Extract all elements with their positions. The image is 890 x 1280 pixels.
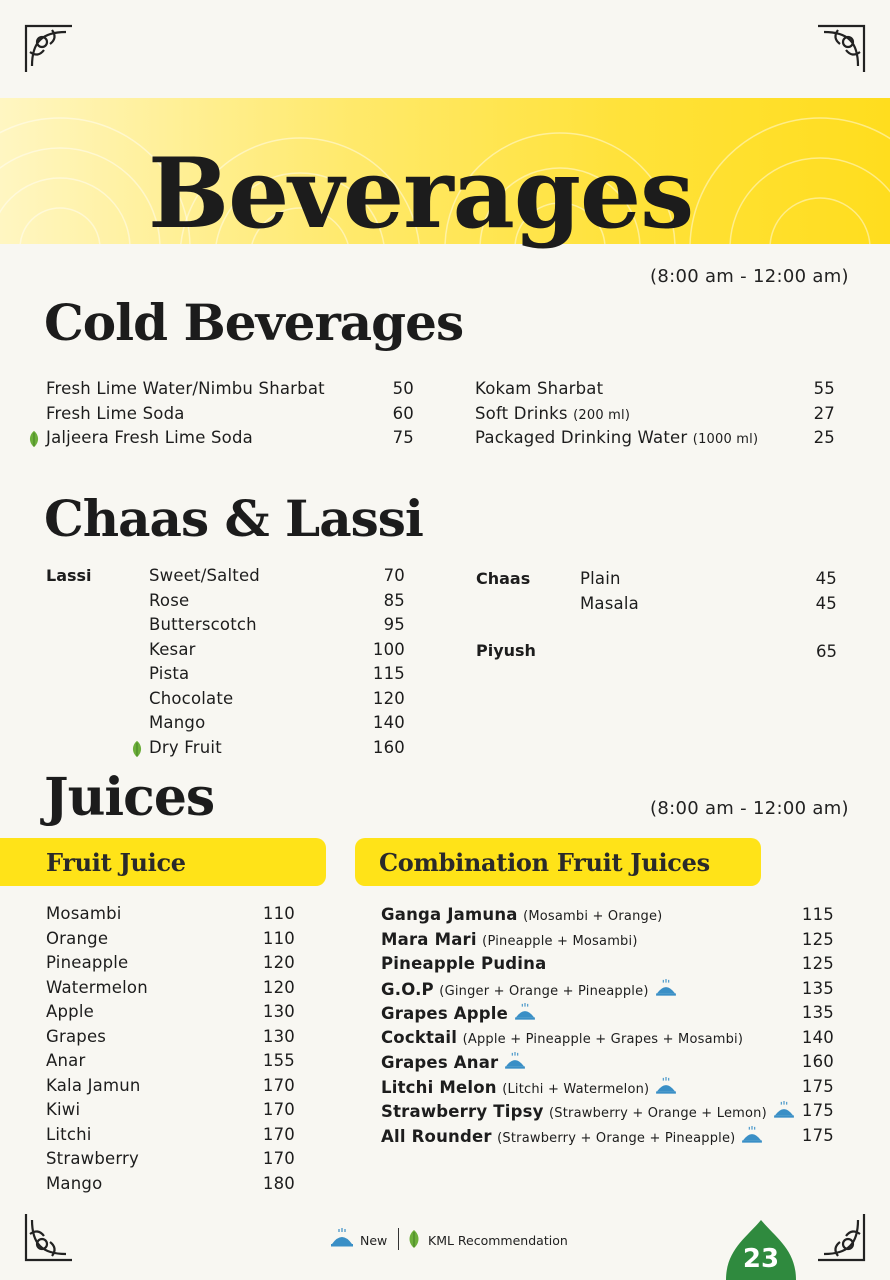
menu-item (46, 929, 295, 953)
item-name-wrapper (46, 929, 108, 948)
item-name-wrapper (381, 1101, 795, 1121)
item-name-wrapper (381, 1126, 763, 1146)
chaas-label: Chaas (476, 569, 531, 588)
item-name-wrapper (580, 594, 639, 613)
menu-item (149, 689, 405, 713)
item-price: 120 (372, 688, 405, 708)
legend-divider (398, 1228, 399, 1250)
item-name-wrapper (46, 1051, 85, 1070)
item-note: (1000 ml) (692, 432, 759, 447)
item-price: 120 (262, 977, 295, 997)
menu-item (46, 953, 295, 977)
item-name-wrapper (46, 1125, 92, 1144)
new-cloche-icon (655, 1077, 677, 1095)
item-price: 160 (372, 737, 405, 757)
item-price: 110 (262, 904, 295, 923)
lassi-label: Lassi (46, 566, 92, 585)
item-name-wrapper (149, 713, 205, 732)
item-price: 135 (801, 978, 834, 998)
item-price: 100 (372, 639, 405, 659)
page-title: Beverages (148, 137, 694, 250)
item-name: Pista (149, 664, 190, 683)
item-name-wrapper (381, 979, 677, 999)
item-price: 160 (801, 1052, 834, 1071)
menu-item (149, 566, 405, 590)
item-name-wrapper (149, 615, 257, 634)
item-name: Jaljeera Fresh Lime Soda (46, 428, 253, 447)
combination-juice-tab (355, 838, 761, 886)
item-name: Pineapple (46, 953, 129, 972)
new-cloche-icon (741, 1126, 763, 1144)
corner-ornament-icon (22, 22, 76, 76)
menu-item (149, 615, 405, 639)
item-name: Mango (46, 1173, 103, 1193)
item-name-wrapper (475, 404, 630, 423)
menu-item (46, 904, 295, 928)
piyush-label: Piyush (476, 641, 536, 660)
corner-ornament-icon (814, 22, 868, 76)
item-price: 170 (262, 1100, 295, 1119)
item-name: Litchi Melon (381, 1077, 497, 1097)
menu-item (381, 979, 834, 1003)
item-name-wrapper (381, 905, 662, 924)
item-name-wrapper (46, 1027, 106, 1046)
section-title-chaas-lassi: Chaas & Lassi (44, 489, 423, 548)
item-name: Watermelon (46, 977, 148, 997)
item-price: 45 (815, 593, 837, 613)
menu-item (381, 930, 834, 954)
item-name: Fresh Lime Water/Nimbu Sharbat (46, 379, 325, 398)
item-price: 155 (262, 1051, 295, 1070)
item-name: Rose (149, 590, 190, 610)
menu-item (475, 404, 835, 428)
item-name: Mosambi (46, 904, 122, 923)
item-name-wrapper (149, 640, 196, 659)
menu-item (149, 738, 405, 762)
item-price: 130 (262, 1026, 295, 1046)
item-price: 50 (392, 379, 414, 398)
item-note: (200 ml) (573, 407, 631, 423)
item-price: 170 (262, 1149, 295, 1168)
corner-ornament-icon (814, 1210, 868, 1264)
new-cloche-icon (655, 979, 677, 997)
menu-item (149, 591, 405, 615)
item-name-wrapper (149, 689, 233, 708)
hours-top: (8:00 am - 12:00 am) (650, 266, 849, 287)
item-note: (Mosambi + Orange) (523, 909, 663, 924)
item-name-wrapper (46, 953, 128, 972)
item-price: 120 (262, 953, 295, 972)
item-name-wrapper (149, 738, 222, 757)
item-name-wrapper (149, 591, 189, 610)
item-name-wrapper (46, 1174, 102, 1193)
item-price: 125 (801, 954, 834, 973)
menu-item (46, 1076, 295, 1100)
item-name: Ganga Jamuna (381, 905, 518, 924)
item-name: Soft Drinks (475, 403, 568, 423)
item-price: 70 (383, 566, 405, 585)
item-price: 45 (815, 569, 837, 588)
item-price: 175 (801, 1101, 834, 1120)
item-name: Pineapple Pudina (381, 954, 547, 973)
item-price: 130 (262, 1002, 295, 1021)
piyush-price: 65 (816, 642, 837, 661)
hours-juices: (8:00 am - 12:00 am) (650, 798, 849, 819)
item-name: Strawberry (46, 1149, 139, 1168)
item-name: Kiwi (46, 1100, 81, 1119)
item-name: Sweet/Salted (149, 566, 260, 585)
item-name: Mango (149, 713, 206, 732)
item-name: Cocktail (381, 1027, 458, 1047)
menu-item (46, 978, 295, 1002)
item-name-wrapper (381, 1052, 526, 1072)
menu-item (46, 428, 414, 452)
menu-item (381, 1028, 834, 1052)
kml-leaf-icon (28, 430, 40, 448)
item-price: 180 (262, 1173, 295, 1193)
item-name: Kokam Sharbat (475, 379, 604, 398)
item-price: 140 (801, 1027, 834, 1047)
item-name-wrapper (381, 1028, 743, 1047)
item-name: Orange (46, 928, 109, 948)
item-price: 175 (801, 1076, 834, 1096)
item-price: 170 (262, 1075, 295, 1095)
item-name-wrapper (381, 1077, 677, 1097)
menu-item (46, 1051, 295, 1075)
item-name: Grapes Apple (381, 1004, 509, 1023)
item-name: Dry Fruit (149, 737, 222, 757)
item-name: Butterscotch (149, 615, 257, 634)
item-price: 125 (801, 929, 834, 949)
item-name-wrapper (149, 664, 189, 683)
item-name-wrapper (46, 1076, 141, 1095)
item-note: (Apple + Pineapple + Grapes + Mosambi) (462, 1031, 744, 1047)
item-name-wrapper (381, 954, 546, 973)
item-price: 60 (392, 403, 414, 423)
item-name: Chocolate (149, 688, 234, 708)
item-note: (Strawberry + Orange + Pineapple) (497, 1130, 736, 1146)
new-cloche-icon (330, 1228, 354, 1248)
item-price: 140 (372, 713, 405, 732)
menu-item (475, 379, 835, 403)
menu-item (381, 1077, 834, 1101)
menu-item (381, 1101, 834, 1125)
menu-item (46, 1125, 295, 1149)
kml-leaf-icon (131, 740, 143, 758)
item-price: 175 (801, 1125, 834, 1145)
menu-item (46, 1100, 295, 1124)
item-name: Strawberry Tipsy (381, 1102, 544, 1121)
menu-item (580, 569, 837, 593)
new-cloche-icon (514, 1003, 536, 1021)
item-note: (Pineapple + Mosambi) (482, 933, 638, 949)
item-price: 27 (813, 403, 835, 423)
new-cloche-icon (504, 1052, 526, 1070)
item-name-wrapper (46, 1149, 139, 1168)
item-name: All Rounder (381, 1126, 492, 1146)
item-name-wrapper (381, 930, 638, 949)
menu-item (381, 954, 834, 978)
menu-item (46, 1174, 295, 1198)
kml-leaf-icon (408, 1229, 420, 1249)
item-name-wrapper (149, 566, 260, 585)
item-name: Plain (580, 569, 621, 588)
item-name: Fresh Lime Soda (46, 403, 185, 423)
menu-item (46, 1027, 295, 1051)
item-name: Anar (46, 1051, 86, 1070)
item-name-wrapper (475, 379, 603, 398)
menu-item (381, 905, 834, 929)
menu-item (580, 594, 837, 618)
item-note: (Litchi + Watermelon) (502, 1081, 650, 1097)
legend-new-label: New (360, 1233, 388, 1248)
legend-kml-label: KML Recommendation (428, 1233, 568, 1248)
item-name-wrapper (46, 404, 185, 423)
item-name-wrapper (46, 379, 325, 398)
item-name-wrapper (475, 428, 758, 447)
combination-juice-heading: Combination Fruit Juices (379, 848, 710, 877)
item-price: 55 (813, 379, 835, 398)
menu-item (381, 1052, 834, 1076)
menu-item (46, 1149, 295, 1173)
page-number: 23 (742, 1244, 780, 1274)
item-name: Kesar (149, 639, 196, 659)
item-name: Masala (580, 593, 639, 613)
item-name-wrapper (381, 1003, 536, 1023)
item-name-wrapper (46, 428, 253, 447)
item-price: 95 (383, 615, 405, 634)
item-price: 135 (801, 1003, 834, 1022)
menu-item (149, 640, 405, 664)
item-name-wrapper (46, 1100, 80, 1119)
corner-ornament-icon (22, 1210, 76, 1264)
section-title-juices: Juices (44, 767, 215, 828)
item-name: Apple (46, 1002, 94, 1021)
item-price: 110 (262, 928, 295, 948)
item-name: Grapes Anar (381, 1053, 499, 1072)
menu-item (149, 713, 405, 737)
item-name: Grapes (46, 1026, 107, 1046)
fruit-juice-heading: Fruit Juice (46, 848, 186, 877)
menu-item (46, 404, 414, 428)
item-name: Mara Mari (381, 929, 477, 949)
item-name-wrapper (580, 569, 621, 588)
menu-item (381, 1126, 834, 1150)
item-note: (Ginger + Orange + Pineapple) (439, 983, 649, 999)
item-price: 170 (262, 1124, 295, 1144)
menu-item (149, 664, 405, 688)
item-price: 115 (801, 905, 834, 924)
menu-item (46, 1002, 295, 1026)
item-price: 25 (813, 428, 835, 447)
menu-item (46, 379, 414, 403)
section-title-cold-beverages: Cold Beverages (44, 293, 464, 352)
item-name: Packaged Drinking Water (475, 428, 688, 447)
item-name-wrapper (46, 1002, 94, 1021)
item-name-wrapper (46, 904, 122, 923)
item-note: (Strawberry + Orange + Lemon) (549, 1106, 767, 1121)
fruit-juice-tab (0, 838, 326, 886)
new-cloche-icon (773, 1101, 795, 1119)
item-name: Kala Jamun (46, 1075, 141, 1095)
item-price: 75 (392, 428, 414, 447)
item-price: 85 (383, 590, 405, 610)
menu-item (475, 428, 835, 452)
menu-item (381, 1003, 834, 1027)
item-name: G.O.P (381, 979, 434, 999)
item-name-wrapper (46, 978, 148, 997)
item-price: 115 (372, 664, 405, 683)
item-name: Litchi (46, 1124, 92, 1144)
